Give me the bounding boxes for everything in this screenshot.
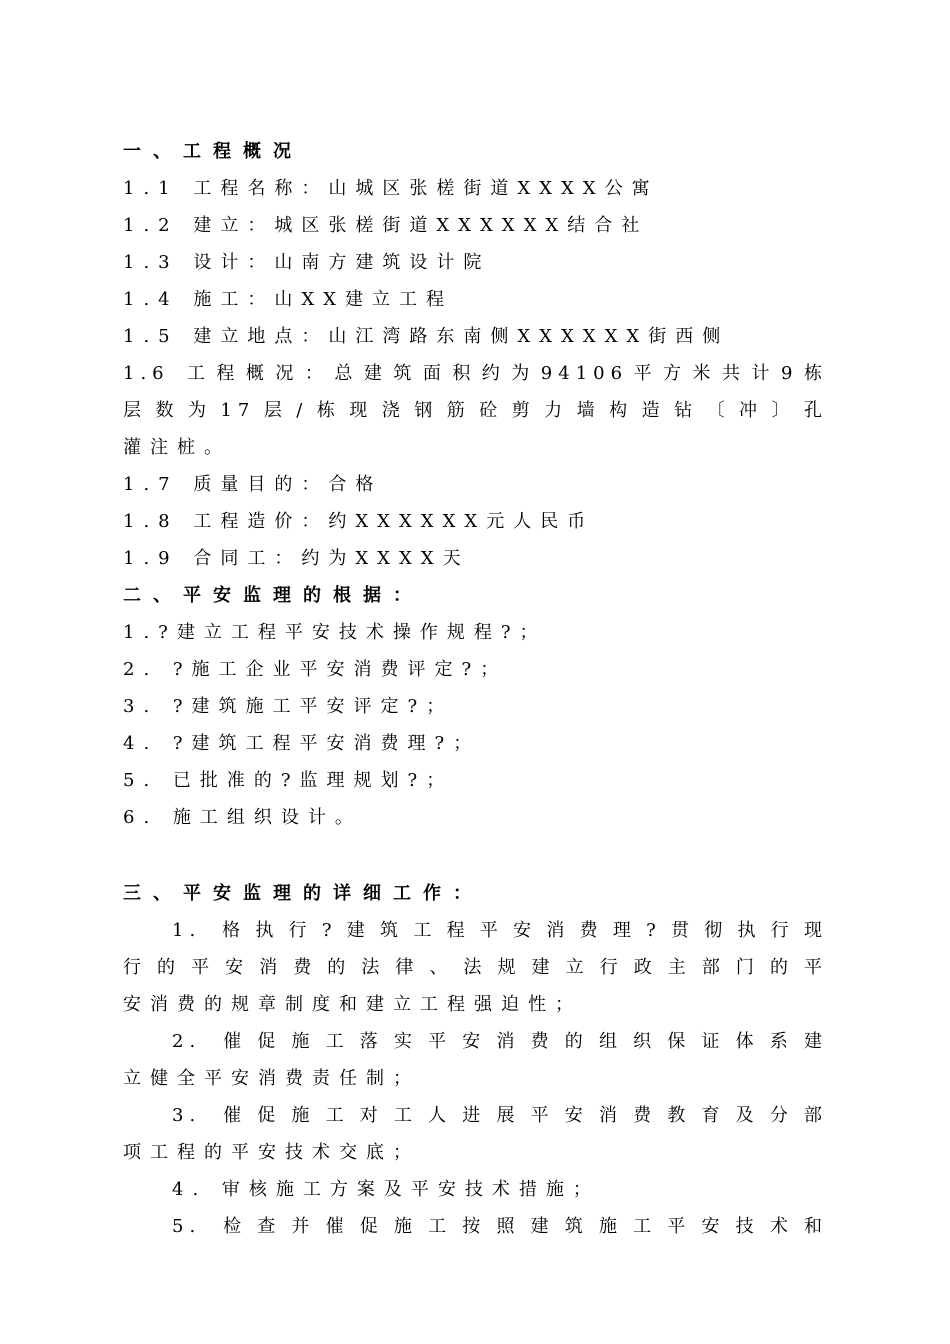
overview-line-3: 灌注桩。 [123, 437, 231, 458]
section-2-title: 二、平安监理的根据： [123, 585, 423, 606]
basis-item-1: 1.?建立工程平安技术操作规程?； [123, 622, 547, 643]
location-line: 1.5 建立地点：山江湾路东南侧XXXXXX街西侧 [123, 326, 730, 347]
work-item-1-line-3: 安消费的规章制度和建立工程强迫性； [123, 994, 582, 1015]
basis-item-3: 3. ?建筑施工平安评定?； [123, 696, 454, 717]
contract-duration-line: 1.9 合同工：约为XXXX天 [123, 548, 470, 569]
section-1-title: 一、工程概况 [123, 141, 303, 162]
work-item-4-line-1: 4. 审核施工方案及平安技术措施； [172, 1179, 600, 1200]
work-item-3-line-2: 项工程的平安技术交底； [123, 1142, 420, 1163]
section-3-title: 三、平安监理的详细工作： [123, 883, 483, 904]
overview-line-2: 层数为17层/栋现浇钢筋砼剪力墙构造钻〔冲〕孔 [123, 400, 828, 421]
basis-item-5: 5. 已批准的?监理规划?； [123, 770, 454, 791]
builder-line: 1.2 建立：城区张槎街道XXXXXX结合社 [123, 215, 649, 236]
contractor-line: 1.4 施工：山XX建立工程 [123, 289, 453, 310]
work-item-1-line-2: 行的平安消费的法律、法规建立行政主部门的平 [123, 957, 828, 978]
basis-item-4: 4. ?建筑工程平安消费理?； [123, 733, 481, 754]
overview-line-1: 1.6 工程概况：总建筑面积约为94106平方米共计9栋 [123, 363, 828, 384]
designer-line: 1.3 设计：山南方建筑设计院 [123, 252, 491, 273]
work-item-5-line-1: 5. 检查并催促施工按照建筑施工平安技术和 [172, 1216, 828, 1237]
cost-line: 1.8 工程造价：约XXXXXX元人民币 [123, 511, 595, 532]
basis-item-6: 6. 施工组织设计。 [123, 807, 362, 828]
project-name-line: 1.1 工程名称：山城区张槎街道XXXX公寓 [123, 178, 659, 199]
work-item-2-line-1: 2. 催促施工落实平安消费的组织保证体系建 [172, 1031, 828, 1052]
quality-target-line: 1.7 质量目的：合格 [123, 474, 383, 495]
work-item-1-line-1: 1. 格执行?建筑工程平安消费理?贯彻执行现 [172, 920, 828, 941]
basis-item-2: 2. ?施工企业平安消费评定?； [123, 659, 508, 680]
work-item-3-line-1: 3. 催促施工对工人进展平安消费教育及分部 [172, 1105, 828, 1126]
work-item-2-line-2: 立健全平安消费责任制； [123, 1068, 420, 1089]
